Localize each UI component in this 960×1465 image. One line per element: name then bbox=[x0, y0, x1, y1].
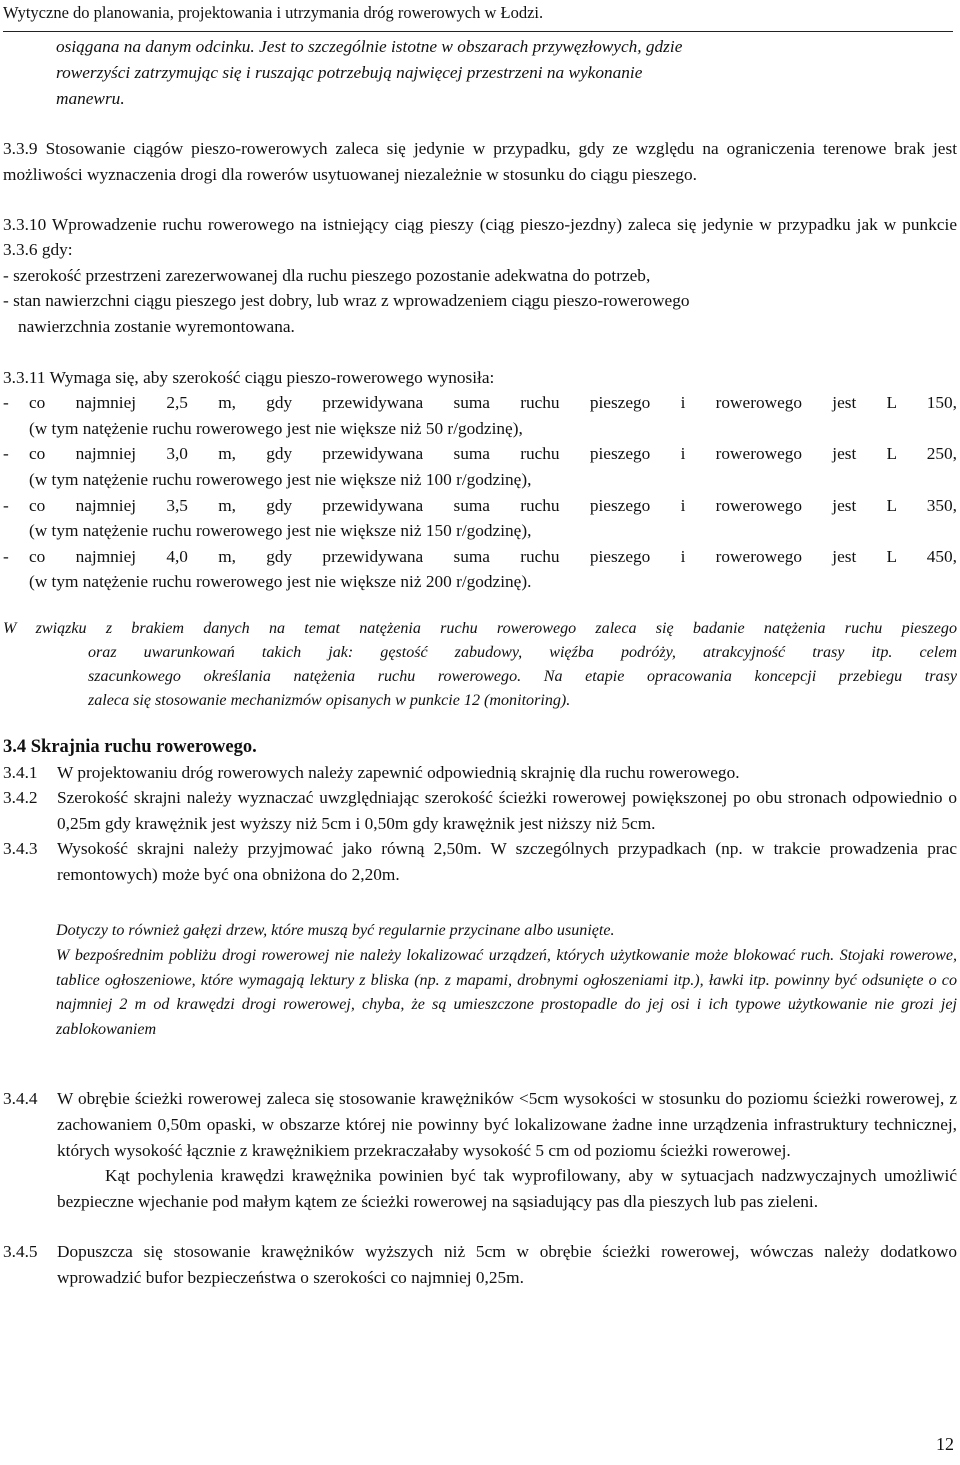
paragraph-3-3-9: 3.3.9 Stosowanie ciągów pieszo-rowerowych zaleca się jedynie w przypadku, gdy ze względu na ograniczenia terenowe brak jest możliwości wyznaczenia drogi dla rowerów usytuowanej niezależnie w stosunku do ciągu pieszego. bbox=[3, 139, 957, 184]
note-line: W związku z brakiem danych na temat natężenia ruchu rowerowego zaleca się badanie natężenia ruchu pieszego bbox=[3, 619, 957, 637]
width-requirement-item bbox=[3, 390, 957, 416]
page-number: 12 bbox=[936, 1434, 954, 1454]
paragraph-3-3-11 bbox=[3, 365, 957, 595]
paragraph-3-3-10-text: 3.3.10 Wprowadzenie ruchu rowerowego na istniejący ciąg pieszy (ciąg pieszo-jezdny) zaleca się jedynie w przypadku jak w punkcie 3.3.6 gdy: bbox=[3, 214, 957, 260]
width-requirement-sub: (w tym natężenie ruchu rowerowego jest nie większe niż 200 r/godzinę). bbox=[29, 572, 532, 592]
width-requirement-line: co najmniej 3,0 m, gdy przewidywana suma ruchu pieszego i rowerowego jest L 250, bbox=[29, 444, 957, 464]
bullet-item-continuation: nawierzchnia zostanie wyremontowana. bbox=[18, 316, 295, 336]
paragraph-number: 3.4.1 bbox=[3, 762, 38, 782]
paragraph-3-4-1 bbox=[3, 760, 957, 786]
width-requirement-item bbox=[3, 441, 957, 467]
paragraph-number: 3.4.5 bbox=[3, 1242, 38, 1262]
width-requirement-line: co najmniej 2,5 m, gdy przewidywana suma ruchu pieszego i rowerowego jest L 150, bbox=[29, 393, 957, 413]
dash-marker: - bbox=[3, 495, 9, 515]
dash-marker: - bbox=[3, 444, 9, 464]
paragraph-3-3-11-intro: 3.3.11 Wymaga się, aby szerokość ciągu pieszo-rowerowego wynosiła: bbox=[3, 367, 495, 387]
lead-line: rowerzyści zatrzymując się i ruszając potrzebują najwięcej przestrzeni na wykonanie bbox=[56, 62, 643, 82]
paragraph-3-4-5 bbox=[3, 1239, 957, 1290]
paragraph-number: 3.4.4 bbox=[3, 1089, 38, 1109]
bullet-item: - szerokość przestrzeni zarezerwowanej dla ruchu pieszego pozostanie adekwatna do potrzeb, bbox=[3, 265, 651, 285]
dash-marker: - bbox=[3, 393, 9, 413]
paragraph-number: 3.4.2 bbox=[3, 788, 38, 808]
paragraph-text bbox=[57, 1086, 957, 1214]
paragraph-text: Szerokość skrajni należy wyznaczać uwzględniając szerokość ścieżki rowerowej powiększonej po obu stronach odpowiednio o 0,25m gdy krawężnik jest wyższy niż 5cm i 0,50m gdy krawężnik jest niższy niż 5cm. bbox=[57, 788, 957, 833]
note-line: Dotyczy to również gałęzi drzew, które muszą być regularnie przycinane albo usunięte. bbox=[56, 922, 615, 940]
paragraph-3-4-2 bbox=[3, 785, 957, 836]
paragraph-text: Wysokość skrajni należy przyjmować jako równą 2,50m. W szczególnych przypadkach (np. w trakcie prowadzenia prac remontowych) może być ona obniżona do 2,20m. bbox=[57, 839, 957, 884]
note-line: zaleca się stosowanie mechanizmów opisanych w punkcie 12 (monitoring). bbox=[88, 691, 571, 709]
continuation-paragraph bbox=[56, 34, 957, 111]
note-paragraph: W bezpośrednim pobliżu drogi rowerowej nie należy lokalizować urządzeń, których użytkowanie może blokować ruch. Stojaki rowerowe, tablice ogłoszeniowe, które wymagają lektury z bliska (np. z mapami, drobnymi ogłoszeniami itp.), ławki itp. powinny być odsunięte o co najmniej 2 m od krawędzi drogi rowerowej, chyba, że są umieszczone prostopadle do jej osi i ich typowe użytkowanie nie grozi jej zablokowaniem bbox=[56, 947, 957, 1038]
width-requirement-sub: (w tym natężenie ruchu rowerowego jest nie większe niż 150 r/godzinę), bbox=[29, 521, 532, 541]
bullet-item: - stan nawierzchni ciągu pieszego jest dobry, lub wraz z wprowadzeniem ciągu pieszo-rowerowego bbox=[3, 291, 690, 311]
header-title: Wytyczne do planowania, projektowania i utrzymania dróg rowerowych w Łodzi. bbox=[3, 3, 544, 22]
width-requirement-line: co najmniej 3,5 m, gdy przewidywana suma ruchu pieszego i rowerowego jest L 350, bbox=[29, 495, 957, 515]
page-content bbox=[3, 34, 957, 1291]
lead-line: manewru. bbox=[56, 88, 125, 108]
width-requirement-sub: (w tym natężenie ruchu rowerowego jest nie większe niż 100 r/godzinę), bbox=[29, 469, 532, 489]
width-requirement-line: co najmniej 4,0 m, gdy przewidywana suma ruchu pieszego i rowerowego jest L 450, bbox=[29, 546, 957, 566]
italic-note-traffic bbox=[3, 617, 957, 713]
width-requirement-sub: (w tym natężenie ruchu rowerowego jest nie większe niż 50 r/godzinę), bbox=[29, 418, 523, 438]
width-requirement-item bbox=[3, 493, 957, 519]
paragraph-number: 3.4.3 bbox=[3, 839, 38, 859]
note-line: szacunkowego określania natężenia ruchu rowerowego. Na etapie opracowania koncepcji przebiegu trasy bbox=[88, 667, 957, 685]
paragraph-text: Dopuszcza się stosowanie krawężników wyższych niż 5cm w obrębie ścieżki rowerowej, wówczas należy dodatkowo wprowadzić bufor bezpieczeństwa o szerokości co najmniej 0,25m. bbox=[57, 1242, 957, 1288]
paragraph-3-4-4 bbox=[3, 1086, 957, 1214]
paragraph-text-second: Kąt pochylenia krawędzi krawężnika powinien być tak wyprofilowany, aby w sytuacjach nadzwyczajnych umożliwić bezpieczne wjechanie pod małym kątem ze ścieżki rowerowej na sąsiadujący pas dla pieszych lub pas zieleni. bbox=[57, 1166, 957, 1211]
paragraph-3-3-10 bbox=[3, 212, 957, 340]
lead-line: osiągana na danym odcinku. Jest to szczególnie istotne w obszarach przywęzłowych, gdzie bbox=[56, 37, 683, 56]
note-line: oraz uwarunkowań takich jak: gęstość zabudowy, więźba podróży, atrakcyjność trasy itp. celem bbox=[88, 643, 957, 661]
dash-marker: - bbox=[3, 546, 9, 566]
paragraph-text: W projektowaniu dróg rowerowych należy zapewnić odpowiednią skrajnię dla ruchu rowerowego. bbox=[57, 762, 740, 782]
section-heading: 3.4 Skrajnia ruchu rowerowego. bbox=[3, 736, 257, 757]
paragraph-3-4-3 bbox=[3, 836, 957, 887]
width-requirement-item bbox=[3, 544, 957, 570]
italic-note-clearance bbox=[3, 919, 957, 1042]
paragraph-text-main: W obrębie ścieżki rowerowej zaleca się stosowanie krawężników <5cm wysokości w stosunku do poziomu ścieżki rowerowej, z zachowaniem 0,50m opaski, w obszarze której nie powinny być lokalizowane żadne inne urządzenia infrastruktury technicznej, których wysokość łącznie z krawężnikiem przekraczałaby wysokość 5 cm od poziomu ścieżki rowerowej. bbox=[57, 1089, 957, 1160]
document-header bbox=[3, 1, 953, 32]
